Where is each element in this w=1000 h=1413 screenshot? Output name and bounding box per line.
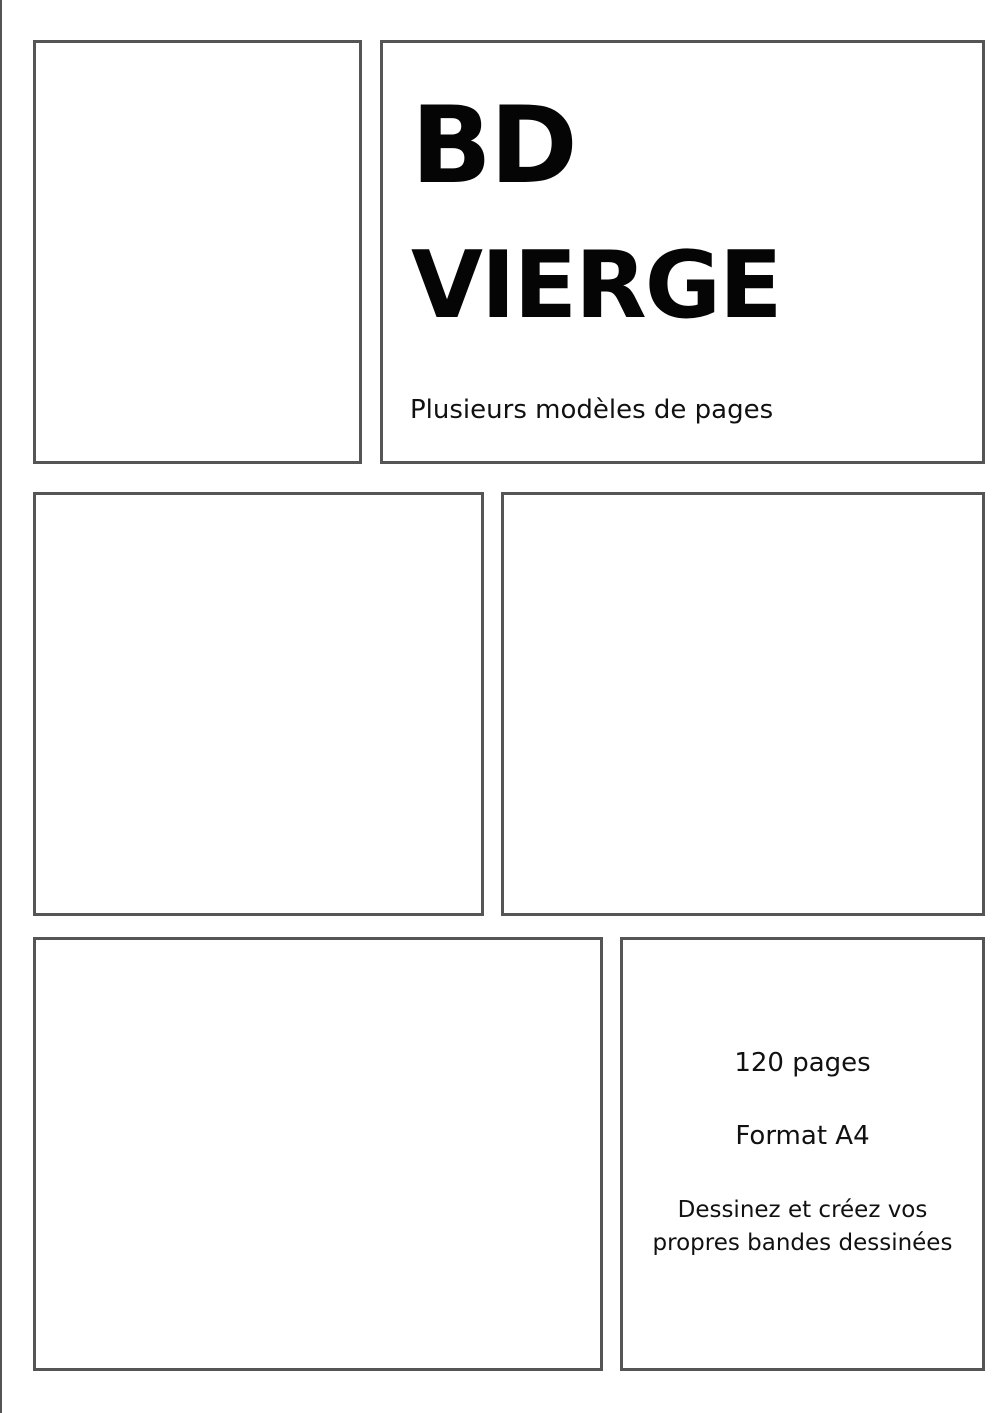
- description: Dessinez et créez vos propres bandes dessinées: [652, 1197, 953, 1256]
- comic-panel-middle-right: [501, 492, 985, 916]
- subtitle: Plusieurs modèles de pages: [410, 395, 774, 425]
- title-line-1: BD: [411, 84, 576, 207]
- book-spine-edge: [0, 0, 2, 1413]
- info-panel: [620, 937, 985, 1371]
- format-label: Format A4: [735, 1121, 870, 1151]
- comic-panel-middle-left: [33, 492, 484, 916]
- title-panel: [380, 40, 985, 464]
- comic-panel-bottom-left: [33, 937, 603, 1371]
- comic-panel-top-left: [33, 40, 362, 464]
- page-count: 120 pages: [734, 1048, 871, 1078]
- title-line-2: VIERGE: [411, 231, 781, 339]
